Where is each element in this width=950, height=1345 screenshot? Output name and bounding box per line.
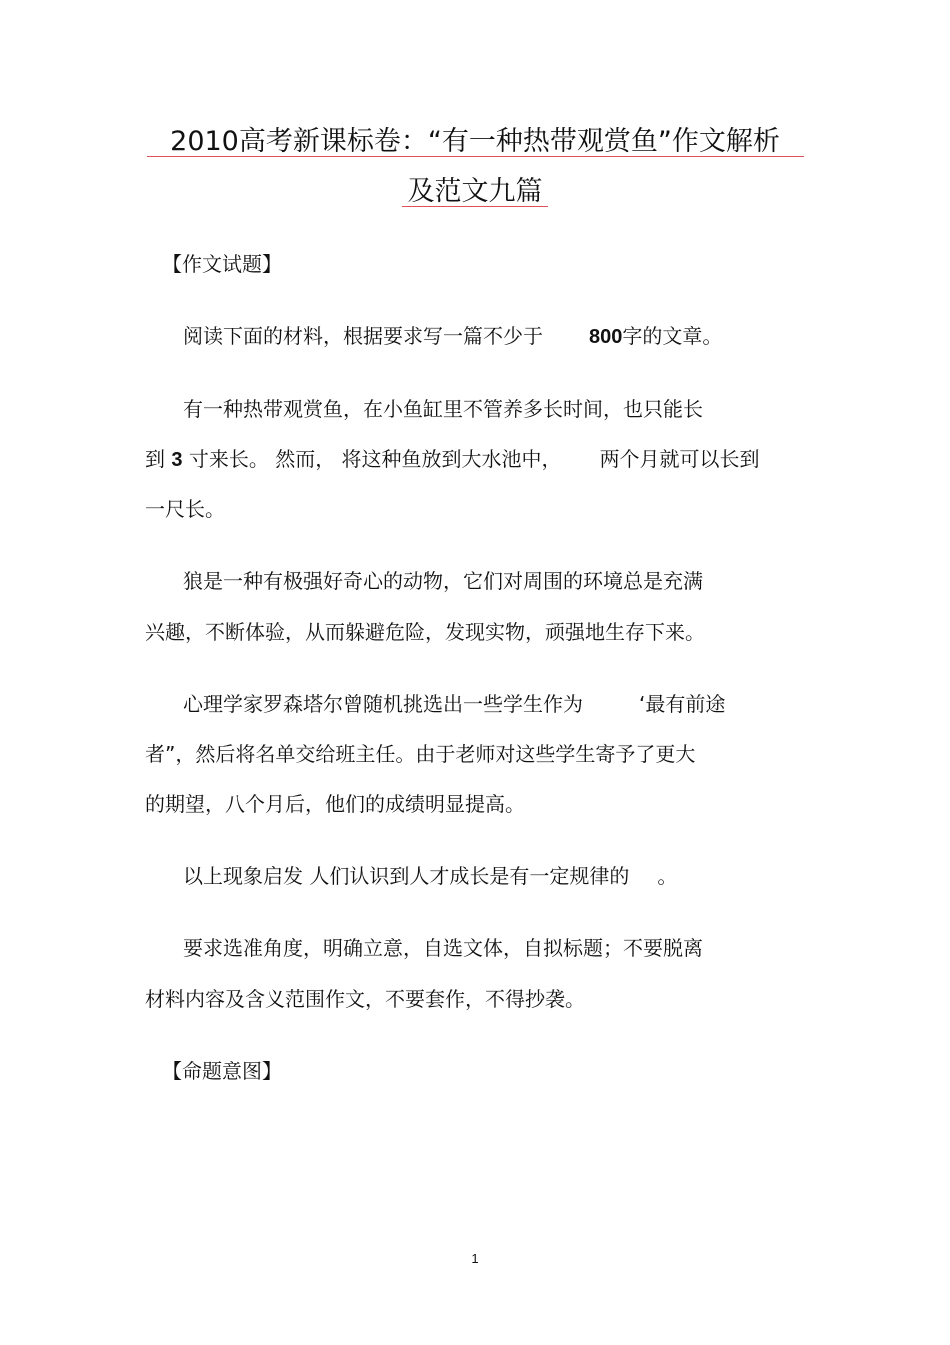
fish-paragraph-line-2: 到 3 寸来长。 然而， 将这种鱼放到大水池中， 两个月就可以长到 [145,447,760,471]
title-underline-2 [402,206,548,207]
page-title: 2010高考新课标卷：“有一种热带观赏鱼”作文解析 [170,126,780,157]
word-count: 800 [589,326,623,348]
psych-paragraph-line-3: 的期望，八个月后，他们的成绩明显提高。 [145,792,525,816]
fish-size-number: 3 [171,449,183,471]
instruction-paragraph [183,322,722,351]
page-number: 1 [471,1251,479,1266]
requirement-paragraph-line-2: 材料内容及含义范围作文，不要套作，不得抄袭。 [145,987,585,1011]
instruction-text: 阅读下面的材料，根据要求写一篇不少于 [183,324,543,348]
fish-paragraph-line-3: 一尺长。 [145,497,225,521]
requirement-paragraph-line-1: 要求选准角度，明确立意，自选文体，自拟标题；不要脱离 [183,936,703,960]
page-title-continued: 及范文九篇 [407,176,543,207]
title-underline-1 [147,156,804,157]
wolf-paragraph-line-1: 狼是一种有极强好奇心的动物，它们对周围的环境总是充满 [183,569,703,593]
wolf-paragraph-line-2: 兴趣，不断体验，从而躲避危险，发现实物，顽强地生存下来。 [145,620,705,644]
summary-paragraph: 以上现象启发 人们认识到人才成长是有一定规律的 。 [183,864,678,888]
psych-paragraph-line-1: 心理学家罗森塔尔曾随机挑选出一些学生作为 ‘最有前途 [183,692,726,716]
instruction-suffix: 字的文章。 [622,324,723,348]
psych-paragraph-line-2: 者”，然后将名单交给班主任。由于老师对这些学生寄予了更大 [145,742,696,766]
title-line-2 [0,174,950,210]
fish-paragraph-line-1: 有一种热带观赏鱼，在小鱼缸里不管养多长时间，也只能长 [183,397,703,421]
title-line-1 [0,124,950,160]
section-heading-topic: 【作文试题】 [162,252,282,276]
section-heading-intent: 【命题意图】 [162,1059,282,1083]
